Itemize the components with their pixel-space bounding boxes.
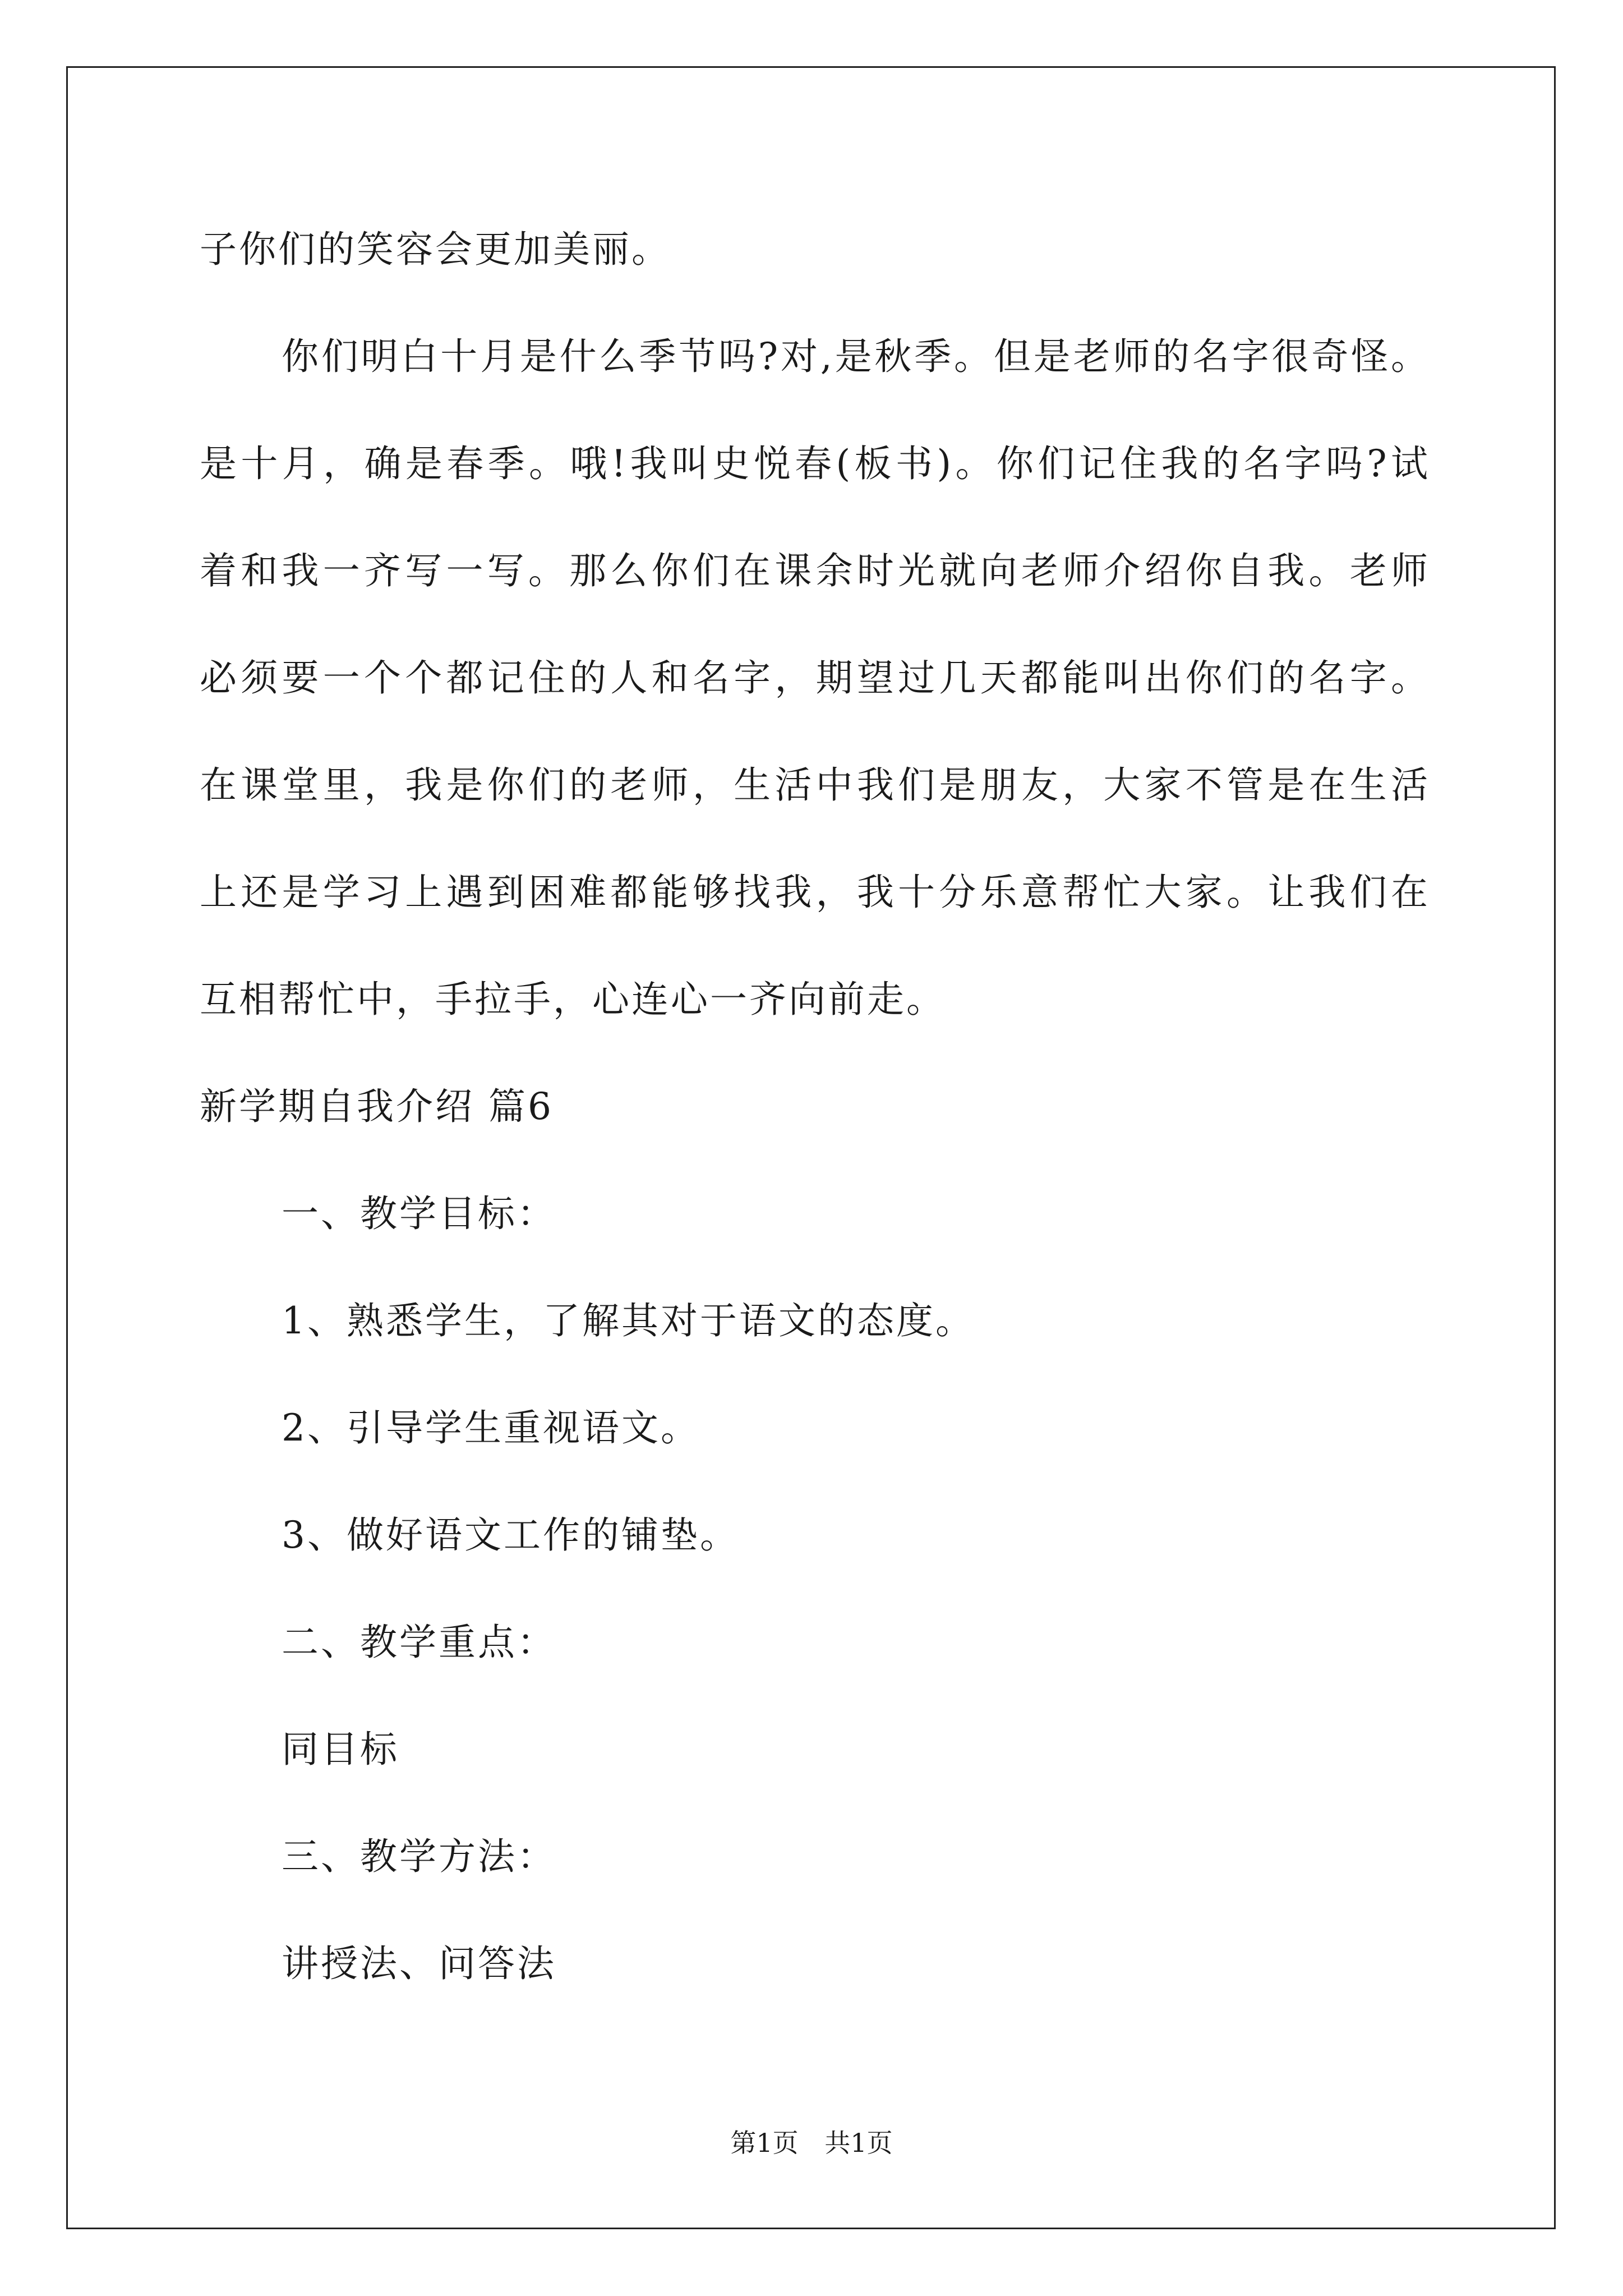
page-footer: [0, 2127, 1623, 2159]
paragraph-line: 着和我一齐写一写。那么你们在课余时光就向老师介绍你自我。老师: [200, 549, 1428, 592]
list-item: 三、教学方法：: [282, 1835, 556, 1878]
page-border: [66, 66, 1556, 2229]
list-item: 3、做好语文工作的铺垫。: [282, 1513, 739, 1557]
list-item: 讲授法、问答法: [282, 1942, 556, 1985]
paragraph-line: 互相帮忙中，手拉手，心连心一齐向前走。: [200, 978, 946, 1021]
section-heading: 新学期自我介绍 篇6: [200, 1085, 554, 1128]
list-item: 2、引导学生重视语文。: [282, 1406, 700, 1450]
list-item: 一、教学目标：: [282, 1192, 556, 1235]
paragraph-line: 必须要一个个都记住的人和名字，期望过几天都能叫出你们的名字。: [200, 656, 1428, 700]
paragraph-line: 你们明白十月是什么季节吗?对,是秋季。但是老师的名字很奇怪。: [282, 335, 1428, 378]
paragraph-line: 在课堂里，我是你们的老师，生活中我们是朋友，大家不管是在生活: [200, 763, 1428, 807]
paragraph-line: 子你们的笑容会更加美丽。: [200, 228, 671, 271]
page-number: 第1页: [730, 2128, 799, 2158]
paragraph-line: 上还是学习上遇到困难都能够找我，我十分乐意帮忙大家。让我们在: [200, 871, 1428, 914]
list-item: 1、熟悉学生，了解其对于语文的态度。: [282, 1299, 975, 1342]
list-item: 同目标: [282, 1728, 399, 1771]
list-item: 二、教学重点：: [282, 1621, 556, 1664]
page-count: 共1页: [824, 2128, 893, 2158]
paragraph-line: 是十月，确是春季。哦!我叫史悦春(板书)。你们记住我的名字吗?试: [200, 442, 1428, 485]
